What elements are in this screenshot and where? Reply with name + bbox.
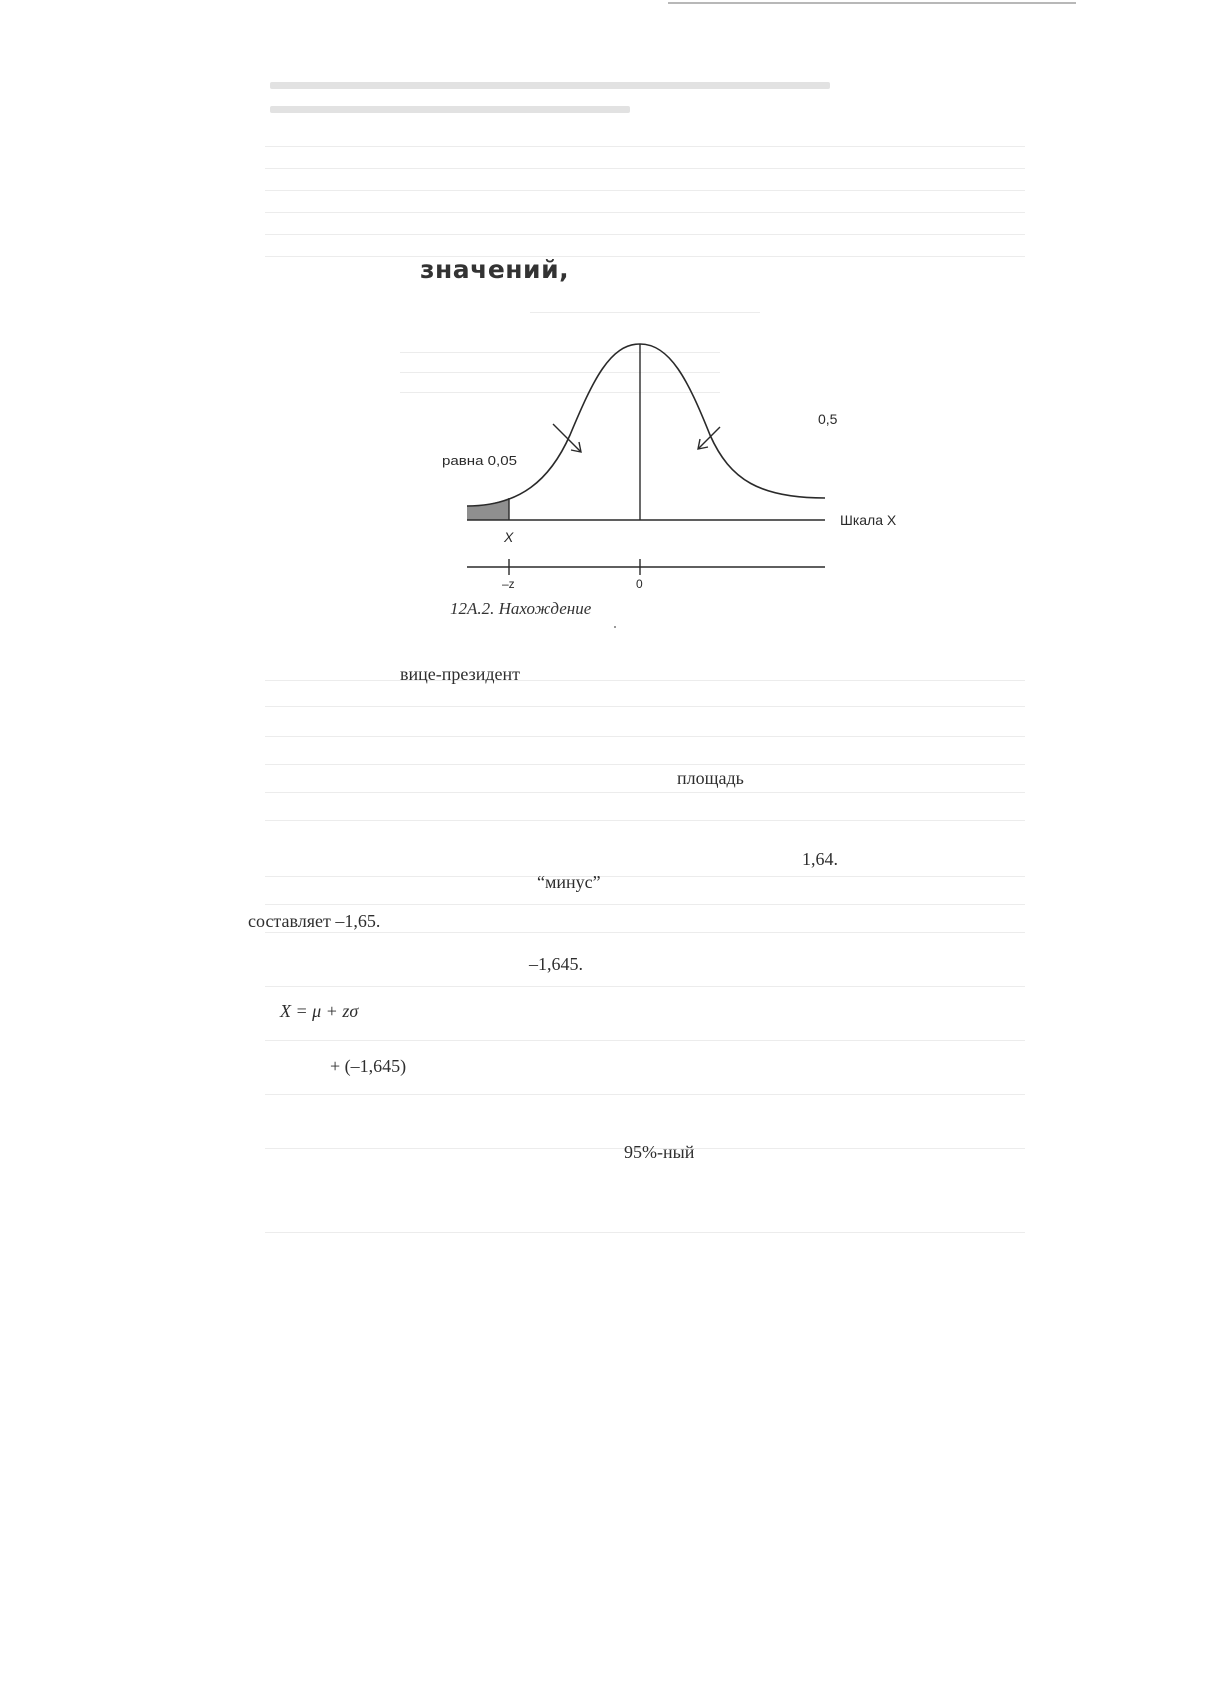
tick-label-minus-z: –z: [502, 577, 515, 591]
text-fragment-vice-president: вице-президент: [400, 664, 520, 684]
normal-curve: [467, 344, 825, 506]
page-top-rule: [668, 2, 1076, 4]
normal-distribution-figure: [430, 320, 910, 596]
figure-caption: 12А.2. Нахождение: [450, 599, 592, 618]
speck: [614, 626, 616, 628]
text-fragment-164: 1,64.: [802, 849, 838, 869]
label-half: 0,5: [818, 411, 838, 427]
label-area: равна 0,05: [442, 453, 517, 468]
text-fragment-1645: –1,645.: [529, 954, 583, 974]
text-fragment-95: 95%-ный: [624, 1142, 695, 1162]
text-fragment-minus: “минус”: [537, 872, 601, 892]
section-heading: значений,: [420, 255, 570, 284]
label-x: X: [504, 529, 514, 545]
text-fragment-plus-1645: + (–1,645): [330, 1056, 407, 1076]
tick-label-zero: 0: [636, 577, 643, 591]
label-scale: Шкала X: [840, 512, 897, 528]
formula-x: X = μ + zσ: [280, 1001, 359, 1021]
text-fragment-area: площадь: [677, 768, 744, 788]
arrow-right: [698, 427, 720, 449]
arrow-left: [553, 424, 581, 452]
text-fragment-equals-165: составляет –1,65.: [248, 911, 381, 931]
